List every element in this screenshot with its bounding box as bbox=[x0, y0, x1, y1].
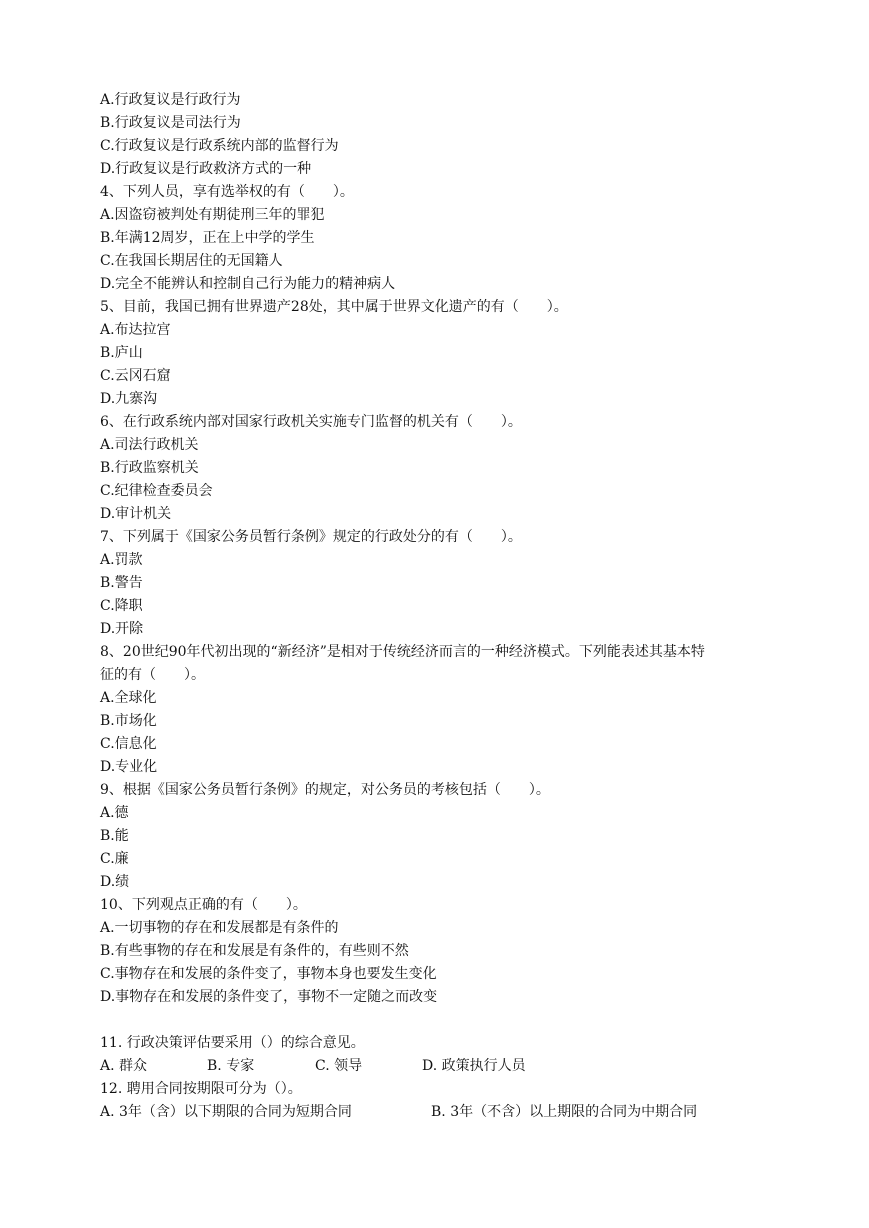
option-line: C.降职 bbox=[100, 598, 143, 614]
option-line: A.全球化 bbox=[100, 690, 157, 706]
option-line: D.绩 bbox=[100, 874, 130, 890]
option-line: D.九寨沟 bbox=[100, 391, 158, 407]
option-line: A.一切事物的存在和发展都是有条件的 bbox=[100, 920, 339, 936]
option-b: B. 3年（不含）以上期限的合同为中期合同 bbox=[431, 1104, 698, 1120]
option-line: B.市场化 bbox=[100, 713, 157, 729]
option-line: B.行政复议是司法行为 bbox=[100, 115, 241, 131]
question-12: 12. 聘用合同按期限可分为（）。 bbox=[100, 1081, 302, 1097]
option-line: D.完全不能辨认和控制自己行为能力的精神病人 bbox=[100, 276, 396, 292]
question-11-options bbox=[100, 1055, 780, 1078]
question-8-line2: 征的有（ ）。 bbox=[100, 667, 205, 683]
option-b: B. 专家 bbox=[207, 1058, 255, 1074]
question-8-line1: 8、20世纪90年代初出现的“新经济”是相对于传统经济而言的一种经济模式。下列能表述其基本特 bbox=[100, 644, 705, 660]
option-a: A. 群众 bbox=[100, 1058, 148, 1074]
question-11: 11. 行政决策评估要采用（）的综合意见。 bbox=[100, 1035, 365, 1051]
option-line: C.行政复议是行政系统内部的监督行为 bbox=[100, 138, 339, 154]
option-line: A.德 bbox=[100, 805, 129, 821]
option-line: C.事物存在和发展的条件变了，事物本身也要发生变化 bbox=[100, 966, 437, 982]
question-4: 4、下列人员，享有选举权的有（ ）。 bbox=[100, 184, 354, 200]
option-a: A. 3年（含）以下期限的合同为短期合同 bbox=[100, 1104, 352, 1120]
question-6: 6、在行政系统内部对国家行政机关实施专门监督的机关有（ ）。 bbox=[100, 414, 522, 430]
option-line: A.司法行政机关 bbox=[100, 437, 199, 453]
exam-text bbox=[100, 89, 780, 1124]
option-line: D.事物存在和发展的条件变了，事物不一定随之而改变 bbox=[100, 989, 438, 1005]
option-line: A.行政复议是行政行为 bbox=[100, 92, 241, 108]
option-line: C.廉 bbox=[100, 851, 129, 867]
option-line: B.年满12周岁，正在上中学的学生 bbox=[100, 230, 315, 246]
option-line: C.云冈石窟 bbox=[100, 368, 171, 384]
option-line: D.专业化 bbox=[100, 759, 158, 775]
option-d: D. 政策执行人员 bbox=[422, 1058, 526, 1074]
option-line: A.罚款 bbox=[100, 552, 143, 568]
option-line: C.信息化 bbox=[100, 736, 157, 752]
question-7: 7、下列属于《国家公务员暂行条例》规定的行政处分的有（ ）。 bbox=[100, 529, 522, 545]
option-line: C.纪律检查委员会 bbox=[100, 483, 213, 499]
question-5: 5、目前，我国已拥有世界遗产28处，其中属于世界文化遗产的有（ ）。 bbox=[100, 299, 568, 315]
option-line: B.警告 bbox=[100, 575, 143, 591]
question-9: 9、根据《国家公务员暂行条例》的规定，对公务员的考核包括（ ）。 bbox=[100, 782, 550, 798]
option-line: B.有些事物的存在和发展是有条件的，有些则不然 bbox=[100, 943, 409, 959]
blank-gap bbox=[100, 1009, 780, 1032]
question-12-options bbox=[100, 1101, 780, 1124]
option-c: C. 领导 bbox=[315, 1058, 363, 1074]
option-line: D.审计机关 bbox=[100, 506, 172, 522]
option-line: D.开除 bbox=[100, 621, 144, 637]
option-line: A.因盗窃被判处有期徒刑三年的罪犯 bbox=[100, 207, 325, 223]
option-line: D.行政复议是行政救济方式的一种 bbox=[100, 161, 312, 177]
option-line: B.庐山 bbox=[100, 345, 143, 361]
option-line: B.能 bbox=[100, 828, 129, 844]
option-line: A.布达拉宫 bbox=[100, 322, 171, 338]
question-10: 10、下列观点正确的有（ ）。 bbox=[100, 897, 307, 913]
option-line: B.行政监察机关 bbox=[100, 460, 199, 476]
option-line: C.在我国长期居住的无国籍人 bbox=[100, 253, 283, 269]
